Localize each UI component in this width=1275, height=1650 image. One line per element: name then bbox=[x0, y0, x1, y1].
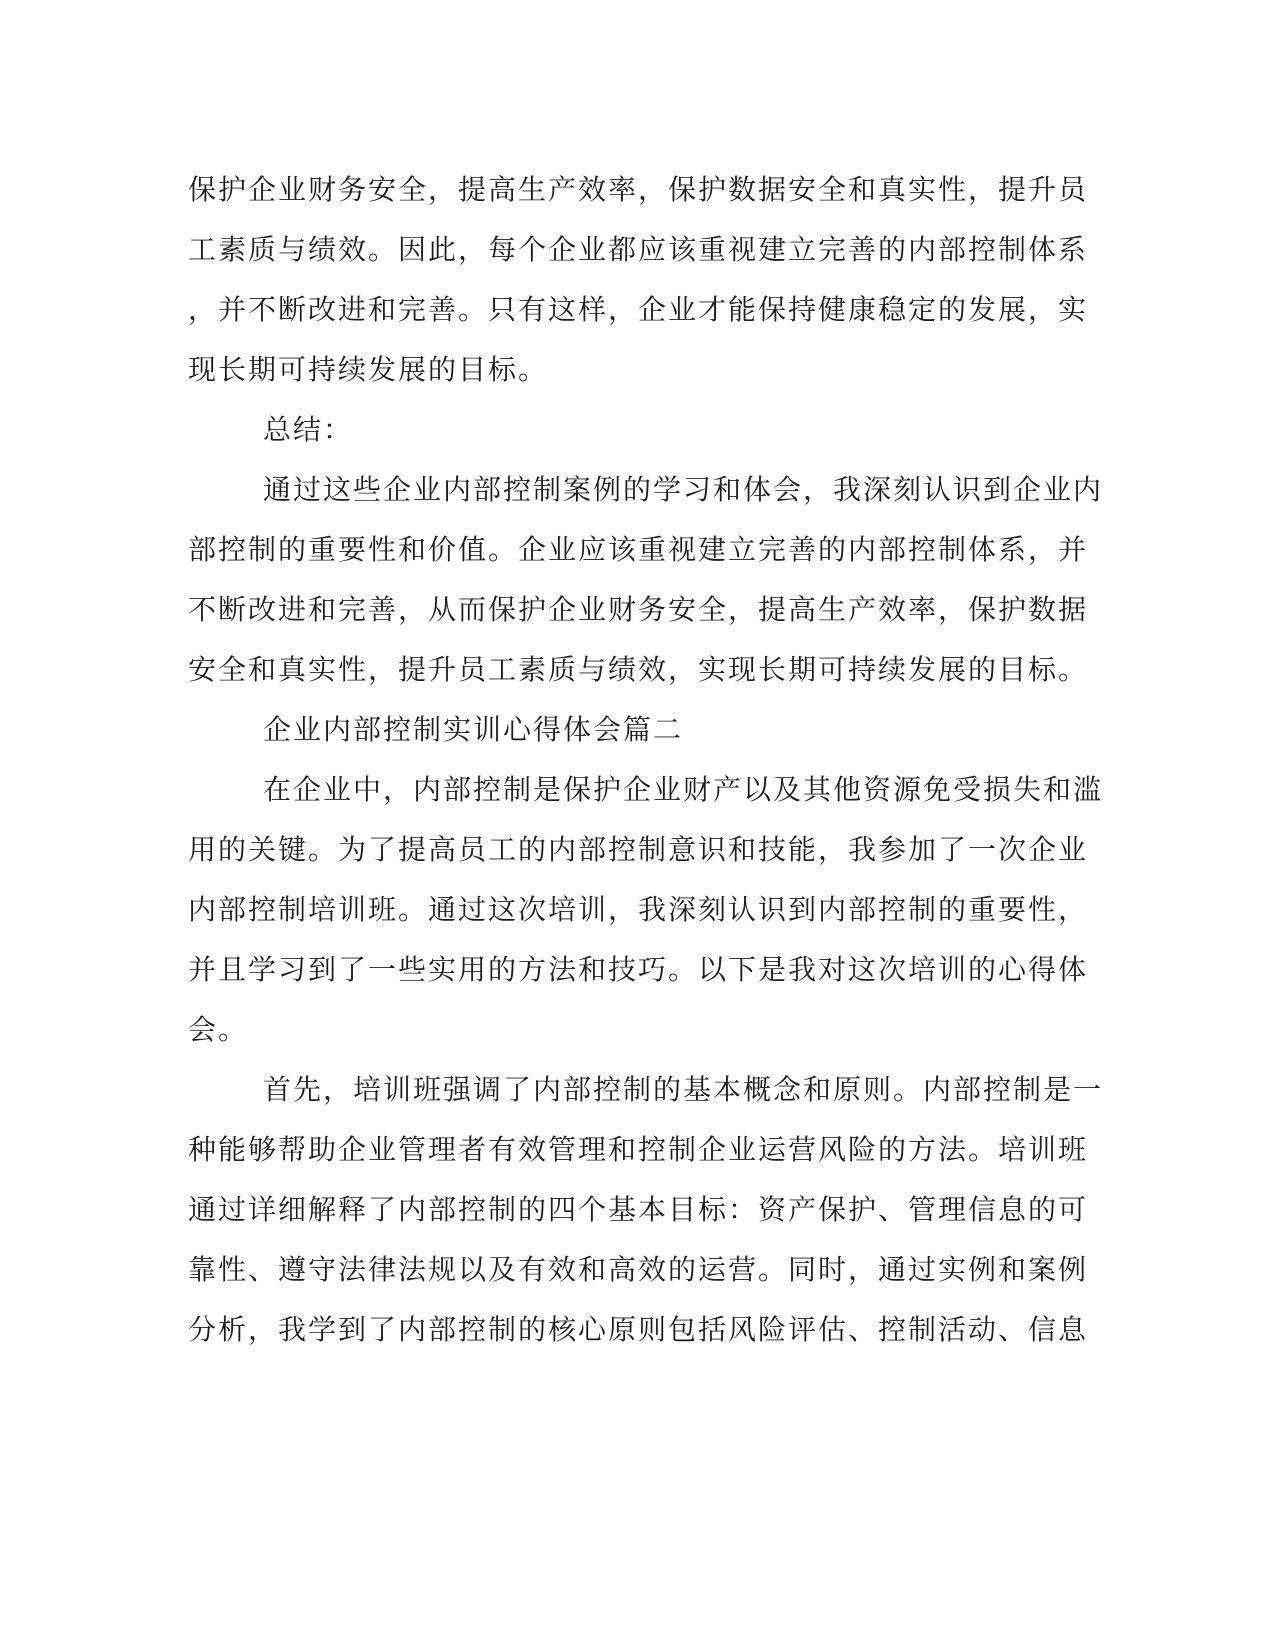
text-line: 并且学习到了一些实用的方法和技巧。以下是我对这次培训的心得体 bbox=[188, 953, 1089, 986]
text-line: 在企业中，内部控制是保护企业财产以及其他资源免受损失和滥 bbox=[263, 773, 1104, 806]
text-line: 通过这些企业内部控制案例的学习和体会，我深刻认识到企业内 bbox=[263, 473, 1104, 506]
text-line: 工素质与绩效。因此，每个企业都应该重视建立完善的内部控制体系 bbox=[188, 233, 1089, 266]
text-line: 靠性、遵守法律法规以及有效和高效的运营。同时，通过实例和案例 bbox=[188, 1253, 1089, 1286]
text-line: 用的关键。为了提高员工的内部控制意识和技能，我参加了一次企业 bbox=[188, 833, 1089, 866]
document-body bbox=[188, 160, 1104, 1360]
text-line: 首先，培训班强调了内部控制的基本概念和原则。内部控制是一 bbox=[263, 1073, 1104, 1106]
text-line: 内部控制培训班。通过这次培训，我深刻认识到内部控制的重要性， bbox=[188, 893, 1089, 926]
text-line: 部控制的重要性和价值。企业应该重视建立完善的内部控制体系，并 bbox=[188, 533, 1089, 566]
text-line: 不断改进和完善，从而保护企业财务安全，提高生产效率，保护数据 bbox=[188, 593, 1089, 626]
section-heading: 总结： bbox=[263, 413, 354, 446]
text-line: ，并不断改进和完善。只有这样，企业才能保持健康稳定的发展，实 bbox=[188, 293, 1089, 326]
text-line: 分析，我学到了内部控制的核心原则包括风险评估、控制活动、信息 bbox=[188, 1313, 1089, 1346]
section-title: 企业内部控制实训心得体会篇二 bbox=[263, 713, 684, 746]
text-line: 会。 bbox=[188, 1013, 249, 1046]
text-line: 安全和真实性，提升员工素质与绩效，实现长期可持续发展的目标。 bbox=[188, 653, 1089, 686]
text-line: 保护企业财务安全，提高生产效率，保护数据安全和真实性，提升员 bbox=[188, 173, 1089, 206]
text-line: 现长期可持续发展的目标。 bbox=[188, 353, 549, 386]
text-line: 种能够帮助企业管理者有效管理和控制企业运营风险的方法。培训班 bbox=[188, 1133, 1089, 1166]
text-line: 通过详细解释了内部控制的四个基本目标：资产保护、管理信息的可 bbox=[188, 1193, 1089, 1226]
